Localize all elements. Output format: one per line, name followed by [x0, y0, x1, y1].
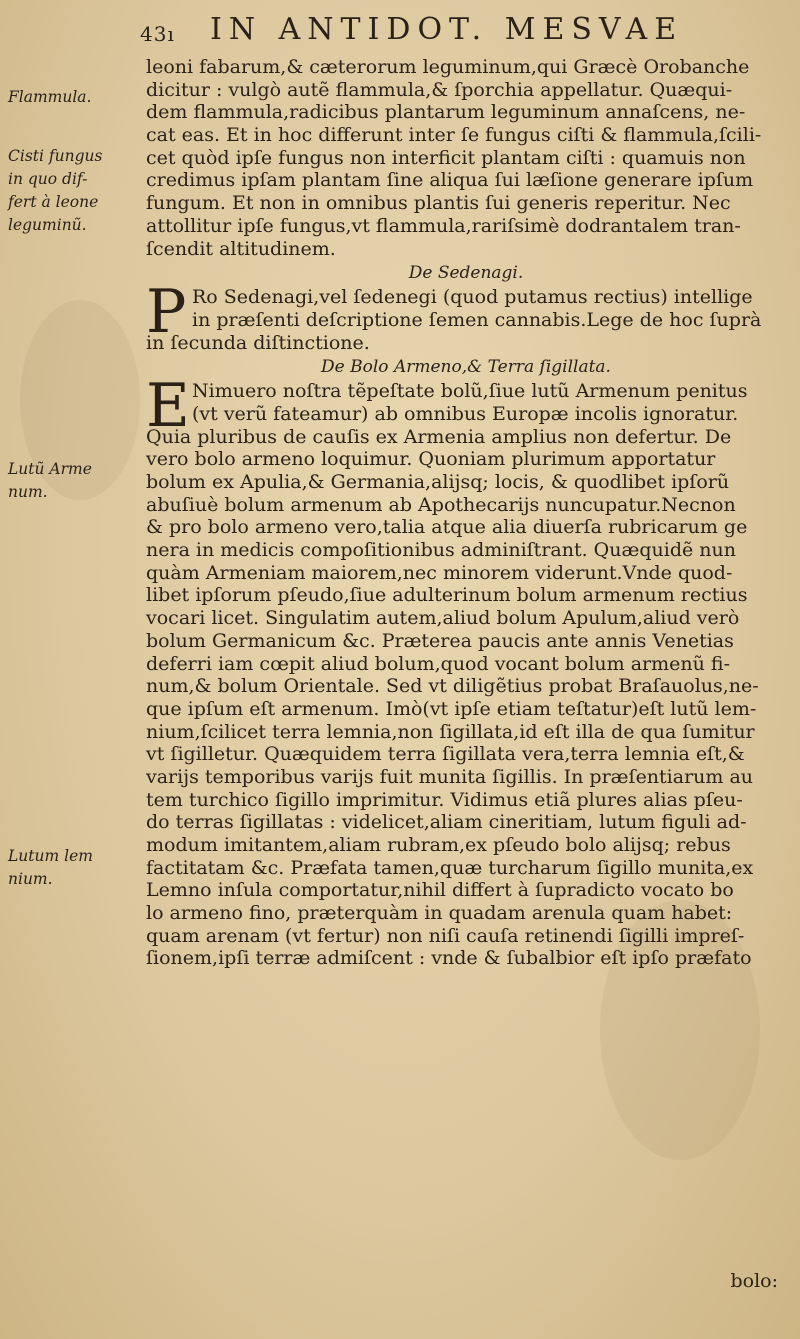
- drop-cap: E: [146, 371, 190, 442]
- paragraph: [146, 277, 786, 354]
- text-line: cat eas. Et in hoc differunt inter ſe fungus ciſti & flammula,ſcili-: [146, 124, 762, 147]
- text-line: & pro bolo armeno vero,talia atque alia diuerſa rubricarum ge: [146, 516, 748, 539]
- text-line: Lemno inſula comportatur,nihil differt à ſupradicto vocato bo: [146, 879, 734, 902]
- text-line: varijs temporibus varijs fuit munita ſigillis. In præſentiarum au: [146, 765, 754, 788]
- margin-note: nium.: [8, 870, 53, 888]
- text-line: vero bolo armeno loquimur. Quoniam plurimum apportatur: [146, 448, 716, 471]
- text-line: cet quòd ipſe fungus non interficit plantam ciſti : quamuis non: [146, 146, 746, 169]
- text-line: vocari licet. Singulatim autem,aliud bolum Apulum,aliud verò: [146, 607, 740, 630]
- text-line: credimus ipſam plantam ſine aliqua ſui læſione generare ipſum: [146, 169, 754, 192]
- text-line: libet ipſorum pſeudo,ſiue adulterinum bolum armenum rectius: [146, 584, 748, 607]
- text-line: ſionem,ipſi terræ admiſcent : vnde & ſubalbior eſt ipſo præfato: [146, 947, 752, 970]
- text-line: dicitur : vulgò autẽ flammula,& ſporchia appellatur. Quæqui-: [146, 78, 733, 101]
- text-line: (vt verũ fateamur) ab omnibus Europæ incolis ignoratur.: [192, 402, 739, 425]
- text-line: lo armeno fino, præterquàm in quadam arenula quam habet:: [146, 902, 733, 925]
- text-line: in ſecunda diſtinctione.: [146, 331, 370, 354]
- text-line: Quia pluribus de cauſis ex Armenia amplius non defertur. De: [146, 425, 732, 448]
- page-header: [140, 8, 770, 54]
- text-line: leoni fabarum,& cæterorum leguminum,qui Græcè Orobanche: [146, 56, 750, 78]
- folio-number: 43ı: [140, 22, 175, 46]
- text-line: quàm Armeniam maiorem,nec minorem viderunt.Vnde quod-: [146, 561, 733, 584]
- margin-note: leguminũ.: [8, 216, 87, 234]
- text-line: do terras ſigillatas : videlicet,aliam cineritiam, lutum figuli ad-: [146, 811, 747, 834]
- text-line: dem flammula,radicibus plantarum leguminum annaſcens, ne-: [146, 101, 746, 124]
- text-line: bolum ex Apulia,& Germania,alijsq; locis, & quodlibet ipſorũ: [146, 471, 730, 493]
- catchword: bolo:: [730, 1270, 778, 1292]
- text-line: abuſiuè bolum armenum ab Apothecarijs nuncupatur.Necnon: [146, 493, 736, 516]
- text-line: vt ſigilletur. Quæquidem terra ſigillata vera,terra lemnia eſt,&: [146, 743, 745, 766]
- margin-note: num.: [8, 483, 48, 501]
- text-line: in præſenti deſcriptione ſemen cannabis.Lege de hoc ſuprà: [192, 308, 762, 331]
- paragraph: [146, 371, 786, 970]
- text-line: nium,ſcilicet terra lemnia,non ſigillata,id eſt illa de qua ſumitur: [146, 720, 755, 743]
- margin-note: Flammula.: [8, 88, 92, 106]
- text-line: Nimuero noſtra tẽpeſtate bolũ,ſiue lutũ Armenum penitus: [192, 380, 748, 403]
- running-head: IN ANTIDOT. MESVAE: [210, 12, 684, 47]
- text-line: modum imitantem,aliam rubram,ex pſeudo bolo alijsq; rebus: [146, 834, 731, 856]
- text-line: tem turchico ſigillo imprimitur. Vidimus etiã plures alias pſeu-: [146, 788, 743, 811]
- text-line: deferri iam cœpit aliud bolum,quod vocant bolum armenũ fi-: [146, 652, 730, 675]
- text-line: que ipſum eſt armenum. Imò(vt ipſe etiam teſtatur)eſt lutũ lem-: [146, 697, 757, 720]
- margin-note: Lutum lem: [8, 847, 93, 865]
- section-title: De Sedenagi.: [408, 263, 524, 284]
- text-line: nera in medicis compoſitionibus adminiſtrant. Quæquidẽ nun: [146, 539, 736, 562]
- margin-note: Lutũ Arme: [8, 460, 92, 478]
- margin-note: in quo dif-: [8, 170, 88, 188]
- text-line: quam arenam (vt fertur) non niſi cauſa retinendi ſigilli impreſ-: [146, 924, 745, 947]
- text-line: attollitur ipſe fungus,vt flammula,rariſsimè dodrantalem tran-: [146, 214, 741, 237]
- text-line: bolum Germanicum &c. Præterea paucis ante annis Venetias: [146, 629, 734, 652]
- margin-note: fert à leone: [8, 193, 99, 211]
- main-text: [146, 56, 786, 970]
- text-line: num,& bolum Orientale. Sed vt diligẽtius probat Braſauolus,ne-: [146, 675, 759, 698]
- paragraph: [146, 56, 786, 260]
- drop-cap: P: [146, 277, 187, 348]
- text-line: factitatam &c. Præfata tamen,quæ turcharum ſigillo munita,ex: [146, 856, 754, 879]
- text-line: fungum. Et non in omnibus plantis ſui generis reperitur. Nec: [146, 192, 731, 215]
- margin-note: Cisti fungus: [8, 147, 103, 165]
- text-line: Ro Sedenagi,vel ſedenegi (quod putamus rectius) intellige: [192, 286, 753, 309]
- section-title: De Bolo Armeno,& Terra ſigillata.: [321, 357, 611, 378]
- text-line: ſcendit altitudinem.: [146, 237, 336, 260]
